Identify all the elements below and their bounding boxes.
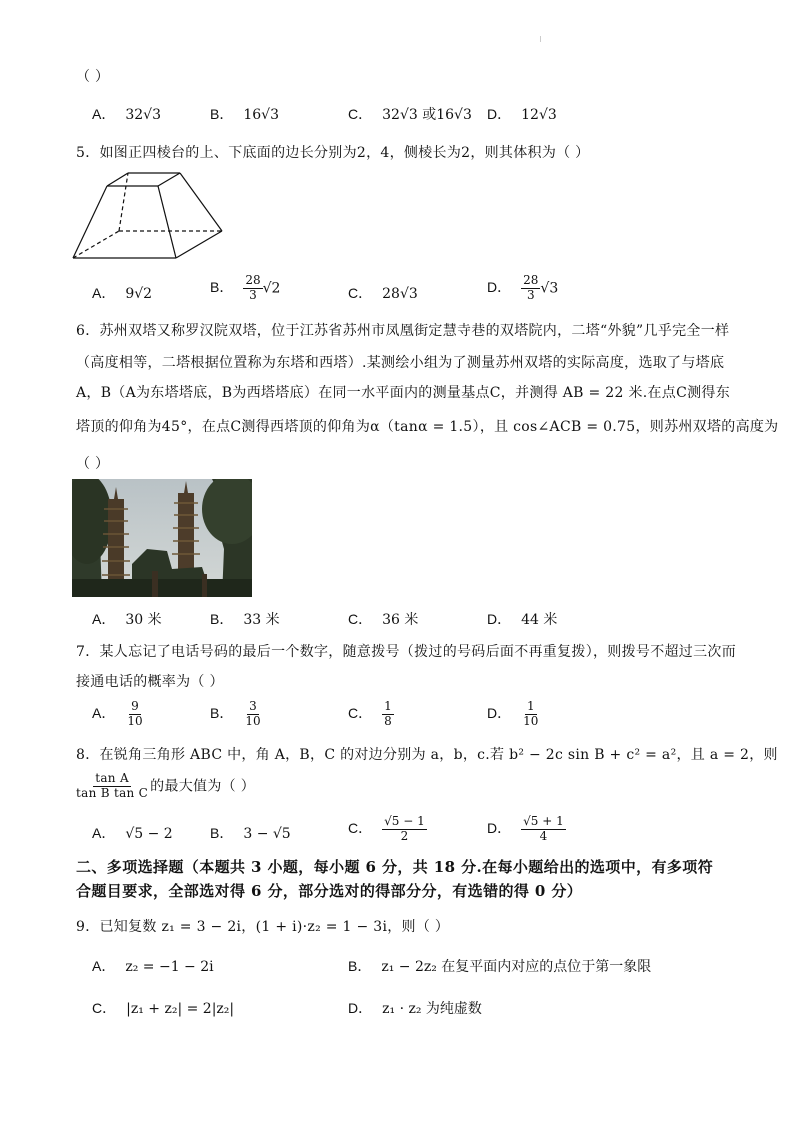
frustum-figure xyxy=(70,168,230,264)
q6-option-d: D． 44 米 xyxy=(487,611,558,628)
q7-line-1: 7．某人忘记了电话号码的最后一个数字，随意拨号（拨过的号码后面不再重复拨），则拨号不超过三次而 xyxy=(76,644,737,660)
q7-option-d: D． $\frac{1}{10}$ xyxy=(487,699,539,728)
q8-line-1: 8．在锐角三角形 ABC 中，角 A，B，C 的对边分别为 a，b，c.若 b² − 2c sin B + c² = a²，且 a = 2，则 xyxy=(76,747,778,763)
q4-option-c: C． 32√3 或16√3 xyxy=(348,106,472,123)
section-2-heading-line-2: 合题目要求，全部选对得 6 分，部分选对的得部分分，有选错的得 0 分） xyxy=(76,882,583,900)
q4-option-b: B． 16√3 xyxy=(210,106,279,123)
q5-option-d: D． $\frac{28}{3}$ √3 xyxy=(487,273,559,302)
twin-pagodas-photo xyxy=(72,479,252,597)
page-marker xyxy=(540,36,541,42)
q6-line-4: 塔顶的仰角为45°，在点C测得西塔顶的仰角为α（tanα = 1.5），且 cos∠ACB = 0.75，则苏州双塔的高度为 xyxy=(76,419,779,435)
q5-stem: 5．如图正四棱台的上、下底面的边长分别为2，4，侧棱长为2，则其体积为（ ） xyxy=(76,145,590,161)
q8-line-2: $\frac{\text{tan A}}{\text{tan B tan C}}$ 的最大值为（ ） xyxy=(76,771,256,800)
q4-paren: （ ） xyxy=(76,69,110,85)
q9-option-d: D． z₁ · z₂ 为纯虚数 xyxy=(348,1000,482,1017)
section-2-heading-line-1: 二、多项选择题（本题共 3 小题，每小题 6 分，共 18 分.在每小题给出的选项中，有多项符 xyxy=(76,858,714,876)
q9-stem: 9．已知复数 z₁ = 3 − 2i，(1 + i)·z₂ = 1 − 3i，则（ ） xyxy=(76,919,450,935)
q6-option-a: A． 30 米 xyxy=(92,611,162,628)
q8-option-b: B． 3 − √5 xyxy=(210,825,291,842)
q9-option-a: A． z₂ = −1 − 2i xyxy=(92,958,214,975)
q9-option-c: C． |z₁ + z₂| = 2|z₂| xyxy=(92,1000,235,1017)
q7-option-a: A． $\frac{9}{10}$ xyxy=(92,699,143,728)
q5-option-c: C． 28√3 xyxy=(348,285,418,302)
q7-option-c: C． $\frac{1}{8}$ xyxy=(348,699,392,728)
q6-line-3: A，B（A为东塔塔底，B为西塔塔底）在同一水平面内的测量基点C，并测得 AB = 22 米.在点C测得东 xyxy=(76,385,731,401)
q8-option-c: C． $\frac{√5 - 1}{2}$ xyxy=(348,814,425,843)
q8-option-d: D． $\frac{√5 + 1}{4}$ xyxy=(487,814,564,843)
q6-line-2: （高度相等，二塔根据位置称为东塔和西塔）.某测绘小组为了测量苏州双塔的实际高度，选取了与塔底 xyxy=(76,355,725,371)
q7-option-b: B． $\frac{3}{10}$ xyxy=(210,699,261,728)
q6-line-1: 6．苏州双塔又称罗汉院双塔，位于江苏省苏州市凤凰街定慧寺巷的双塔院内，二塔“外貌”几乎完全一样 xyxy=(76,323,730,339)
q7-line-2: 接通电话的概率为（ ） xyxy=(76,674,224,690)
q6-paren: （ ） xyxy=(76,456,110,472)
q9-option-b: B． z₁ − 2z₂ 在复平面内对应的点位于第一象限 xyxy=(348,958,652,975)
q5-option-b: B． $\frac{28}{3}$ √2 xyxy=(210,273,281,302)
q4-option-d: D． 12√3 xyxy=(487,106,557,123)
q6-option-b: B． 33 米 xyxy=(210,611,280,628)
q5-option-a: A． 9√2 xyxy=(92,285,153,302)
q4-option-a: A． 32√3 xyxy=(92,106,161,123)
q8-option-a: A． √5 − 2 xyxy=(92,825,173,842)
q6-option-c: C． 36 米 xyxy=(348,611,419,628)
